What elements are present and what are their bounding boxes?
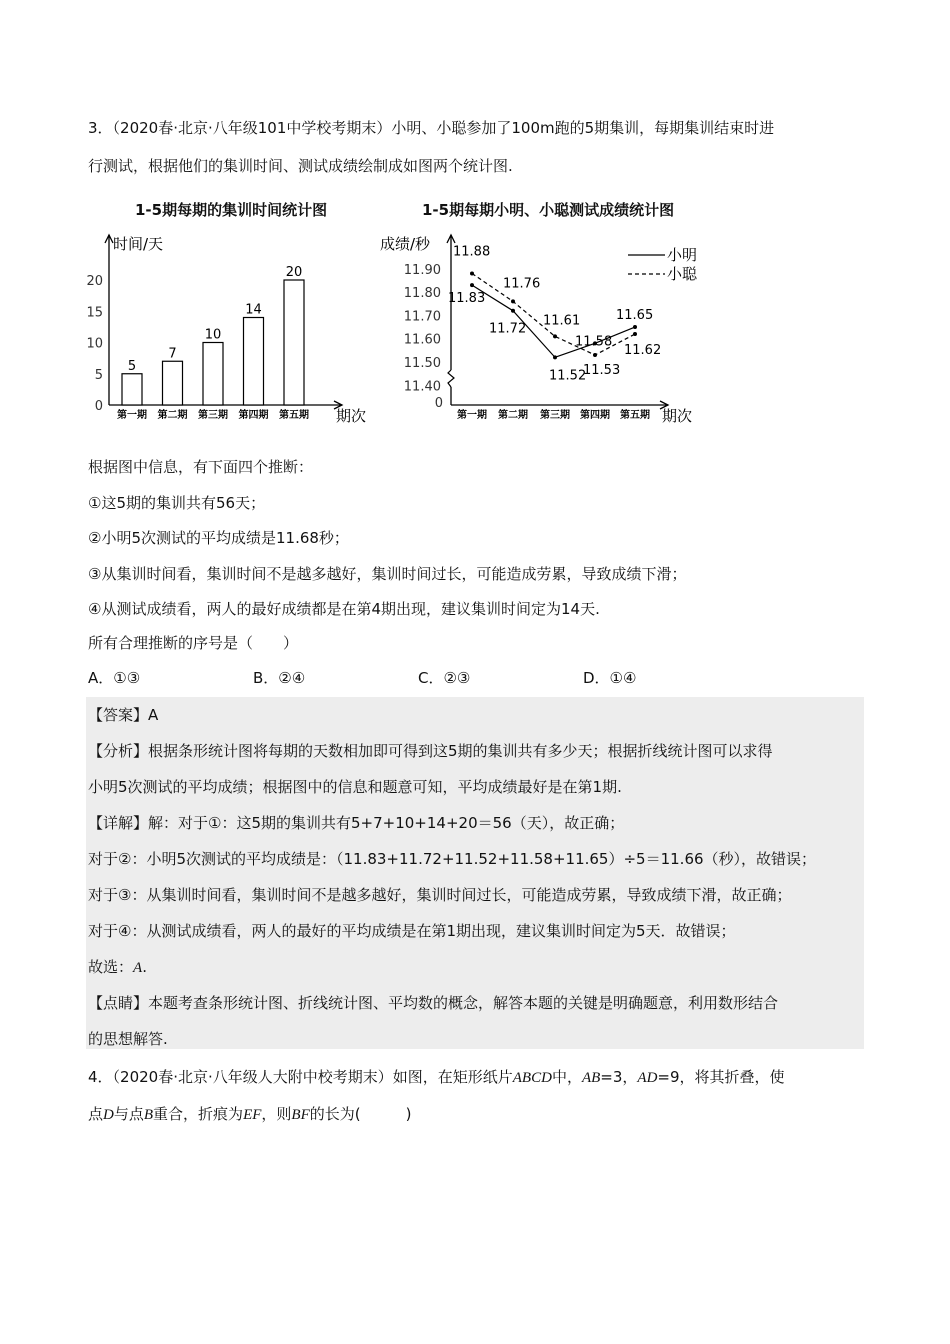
- comment-line-1: 【点睛】本题考查条形统计图、折线统计图、平均数的概念，解答本题的关键是明确题意，利用数形结合: [88, 994, 779, 1012]
- bar-value-label: 5: [127, 358, 137, 374]
- y-tick-label: 11.90: [403, 262, 441, 278]
- data-point: [633, 332, 637, 336]
- bar: [284, 280, 304, 405]
- data-label: 11.83: [448, 291, 486, 307]
- data-label: 11.62: [624, 343, 662, 359]
- axis-break: [448, 370, 454, 387]
- y-zero-label: 0: [434, 396, 443, 411]
- legend-label-xiaocong: 小聪: [667, 265, 698, 283]
- option-b: B．②④: [253, 669, 306, 687]
- y-tick-label: 10: [86, 336, 103, 352]
- x-tick-label: 第二期: [157, 410, 188, 421]
- data-point: [511, 299, 515, 303]
- y-axis-label: 成绩/秒: [380, 235, 431, 253]
- bar-chart-title: 1-5期每期的集训时间统计图: [135, 201, 328, 219]
- data-label: 11.58: [575, 334, 613, 350]
- y-tick-label: 11.40: [403, 379, 441, 395]
- data-label: 11.88: [453, 244, 491, 260]
- option-a: A．①③: [88, 669, 141, 687]
- x-tick-label: 第一期: [457, 410, 487, 421]
- detail-line-1: 【详解】解：对于①：这5期的集训共有5+7+10+14+20＝56（天），故正确；: [88, 814, 625, 832]
- x-tick-label: 第五期: [279, 410, 309, 421]
- y-tick-label: 20: [86, 274, 103, 289]
- answer-label: 【答案】A: [88, 706, 159, 724]
- x-tick-label: 第五期: [620, 410, 650, 421]
- y-tick-label: 11.60: [403, 332, 441, 348]
- y-tick-label: 11.80: [403, 286, 441, 302]
- line-chart-title: 1-5期每期小明、小聪测试成绩统计图: [422, 201, 675, 219]
- detail-line-3: 对于③：从集训时间看，集训时间不是越多越好，集训时间过长，可能造成劳累，导致成绩下滑，故正确；: [88, 886, 792, 904]
- data-label: 11.61: [543, 313, 581, 329]
- bar: [244, 318, 264, 406]
- question-ask: 所有合理推断的序号是（ ）: [88, 634, 299, 652]
- data-point: [553, 355, 557, 359]
- y-tick-label: 5: [94, 367, 103, 383]
- bar-chart: [80, 225, 367, 435]
- x-tick-label: 第一期: [117, 410, 147, 421]
- legend-label-xiaoming: 小明: [667, 246, 698, 264]
- statement-3: ③从集训时间看，集训时间不是越多越好，集训时间过长，可能造成劳累，导致成绩下滑；: [88, 565, 687, 583]
- option-c: C．②③: [418, 669, 471, 687]
- data-label: 11.76: [503, 276, 541, 292]
- data-point: [593, 353, 597, 357]
- statement-1: ①这5期的集训共有56天；: [88, 494, 266, 512]
- x-axis-label: 期次: [336, 407, 367, 425]
- analysis-line-1: 【分析】根据条形统计图将每期的天数相加即可得到这5期的集训共有多少天；根据折线统计图可以求得: [88, 742, 773, 760]
- y-tick-label: 11.70: [403, 309, 441, 325]
- comment-line-2: 的思想解答.: [88, 1030, 168, 1048]
- data-point: [470, 283, 474, 287]
- x-axis-label: 期次: [662, 407, 693, 425]
- detail-line-5: 故选：A.: [88, 958, 147, 976]
- x-tick-label: 第四期: [580, 410, 610, 421]
- y-tick-label: 11.50: [403, 356, 441, 371]
- analysis-line-2: 小明5次测试的平均成绩；根据图中的信息和题意可知，平均成绩最好是在第1期.: [88, 778, 622, 796]
- data-point: [633, 325, 637, 329]
- q3-line-2: 行测试，根据他们的集训时间、测试成绩绘制成如图两个统计图.: [88, 157, 513, 175]
- data-point: [511, 309, 515, 313]
- bar: [163, 361, 183, 405]
- data-point: [553, 334, 557, 338]
- data-label: 11.72: [489, 321, 527, 337]
- data-label: 11.53: [583, 363, 621, 379]
- y-axis-label: 时间/天: [113, 235, 164, 253]
- bar-value-label: 14: [245, 302, 262, 318]
- bar: [203, 343, 223, 406]
- y-tick-label: 15: [86, 305, 103, 321]
- bar: [122, 374, 142, 405]
- data-label: 11.52: [549, 368, 587, 384]
- data-point: [470, 271, 474, 275]
- x-tick-label: 第三期: [198, 410, 228, 421]
- x-tick-label: 第四期: [238, 410, 269, 421]
- statement-2: ②小明5次测试的平均成绩是11.68秒；: [88, 529, 349, 547]
- bar-value-label: 20: [285, 265, 303, 280]
- option-d: D．①④: [583, 669, 637, 687]
- data-label: 11.65: [616, 308, 654, 324]
- x-tick-label: 第三期: [540, 410, 570, 421]
- q3-line-1: 3．（2020春·北京·八年级101中学校考期末）小明、小聪参加了100m跑的5期集训，每期集训结束时进: [88, 119, 775, 137]
- detail-line-2: 对于②：小明5次测试的平均成绩是：（11.83+11.72+11.52+11.58+11.65）÷5＝11.66（秒），故错误；: [88, 850, 817, 868]
- x-tick-label: 第二期: [498, 410, 528, 421]
- detail-line-4: 对于④：从测试成绩看，两人的最好的平均成绩是在第1期出现，建议集训时间定为5天．故错误；: [88, 922, 736, 940]
- q4-line-1: 4．（2020春·北京·八年级人大附中校考期末）如图，在矩形纸片ABCD中，AB=3，AD=9，将其折叠，使: [88, 1068, 785, 1086]
- bar-value-label: 7: [168, 346, 177, 362]
- line-chart: [378, 225, 708, 435]
- statement-4: ④从测试成绩看，两人的最好成绩都是在第4期出现，建议集训时间定为14天.: [88, 600, 600, 618]
- intro-text: 根据图中信息，有下面四个推断：: [88, 458, 314, 476]
- y-tick-label: 0: [94, 399, 103, 414]
- q4-line-2: 点D与点B重合，折痕为EF，则BF的长为( ): [88, 1105, 412, 1123]
- bar-value-label: 10: [204, 327, 222, 343]
